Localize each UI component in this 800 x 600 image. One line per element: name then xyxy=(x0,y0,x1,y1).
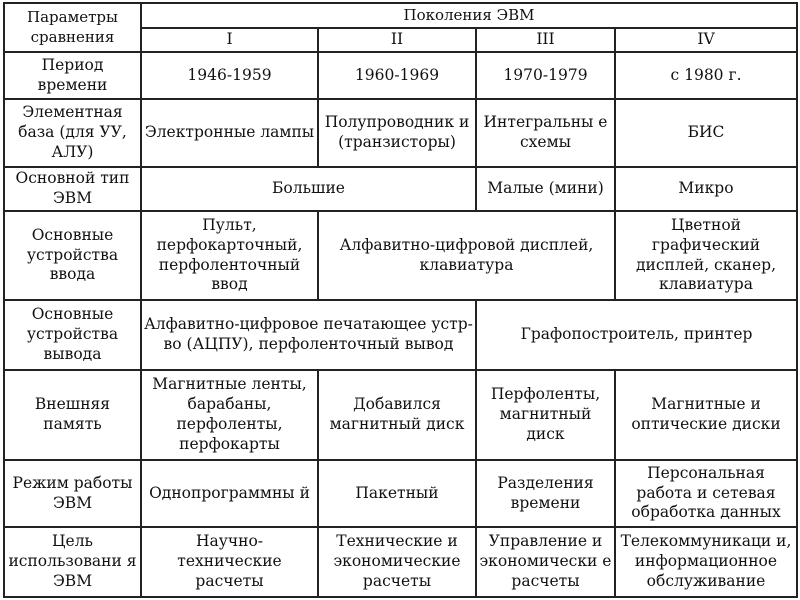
table-cell: Большие xyxy=(141,167,476,211)
row-label-main-type: Основной тип ЭВМ xyxy=(4,167,141,211)
table-cell: Телекоммуникаци и, информационное обслуживание xyxy=(615,527,797,597)
table-cell: Цветной графический дисплей, сканер, клавиатура xyxy=(615,211,797,300)
table-cell: Алфавитно-цифровое печатающее устр-во (АЦПУ), перфоленточный вывод xyxy=(141,300,476,370)
table-cell: Управление и экономически е расчеты xyxy=(476,527,615,597)
table-row xyxy=(4,460,797,527)
table-cell: Пульт, перфокарточный, перфоленточный ввод xyxy=(141,211,318,300)
table-cell: Магнитные и оптические диски xyxy=(615,370,797,460)
generation-header: I xyxy=(141,28,318,52)
row-label-work-mode: Режим работы ЭВМ xyxy=(4,460,141,527)
row-label-external-memory: Внешняя память xyxy=(4,370,141,460)
table-row xyxy=(4,52,797,99)
table-row xyxy=(4,370,797,460)
table-cell: Пакетный xyxy=(318,460,476,527)
table-cell: Научно-технические расчеты xyxy=(141,527,318,597)
row-label-input-devices: Основные устройства ввода xyxy=(4,211,141,300)
table-cell: Перфоленты, магнитный диск xyxy=(476,370,615,460)
table-cell: Микро xyxy=(615,167,797,211)
generation-header: III xyxy=(476,28,615,52)
table-cell: Добавился магнитный диск xyxy=(318,370,476,460)
table-cell: 1960-1969 xyxy=(318,52,476,99)
row-label-period: Период времени xyxy=(4,52,141,99)
table-cell: Графопостроитель, принтер xyxy=(476,300,797,370)
table-cell: Разделения времени xyxy=(476,460,615,527)
row-label-output-devices: Основные устройства вывода xyxy=(4,300,141,370)
table-cell: Однопрограммны й xyxy=(141,460,318,527)
group-header: Поколения ЭВМ xyxy=(141,3,797,28)
computer-generations-table xyxy=(3,2,798,598)
table-cell: Магнитные ленты, барабаны, перфоленты, перфокарты xyxy=(141,370,318,460)
generation-header: IV xyxy=(615,28,797,52)
table-cell: БИС xyxy=(615,99,797,167)
table-row xyxy=(4,527,797,597)
corner-header: Параметры сравнения xyxy=(4,3,141,52)
table-cell: Малые (мини) xyxy=(476,167,615,211)
table-cell: 1946-1959 xyxy=(141,52,318,99)
table-row xyxy=(4,167,797,211)
header-row xyxy=(4,3,797,28)
table-cell: Алфавитно-цифровой дисплей, клавиатура xyxy=(318,211,615,300)
table-row xyxy=(4,99,797,167)
table-cell: Полупроводник и (транзисторы) xyxy=(318,99,476,167)
table-cell: 1970-1979 xyxy=(476,52,615,99)
row-label-element-base: Элементная база (для УУ, АЛУ) xyxy=(4,99,141,167)
table-cell: Технические и экономические расчеты xyxy=(318,527,476,597)
table-row xyxy=(4,300,797,370)
table-cell: Электронные лампы xyxy=(141,99,318,167)
table-row xyxy=(4,211,797,300)
row-label-purpose: Цель использовани я ЭВМ xyxy=(4,527,141,597)
table-cell: Персональная работа и сетевая обработка данных xyxy=(615,460,797,527)
generation-header: II xyxy=(318,28,476,52)
table-cell: Интегральны е схемы xyxy=(476,99,615,167)
table-cell: с 1980 г. xyxy=(615,52,797,99)
